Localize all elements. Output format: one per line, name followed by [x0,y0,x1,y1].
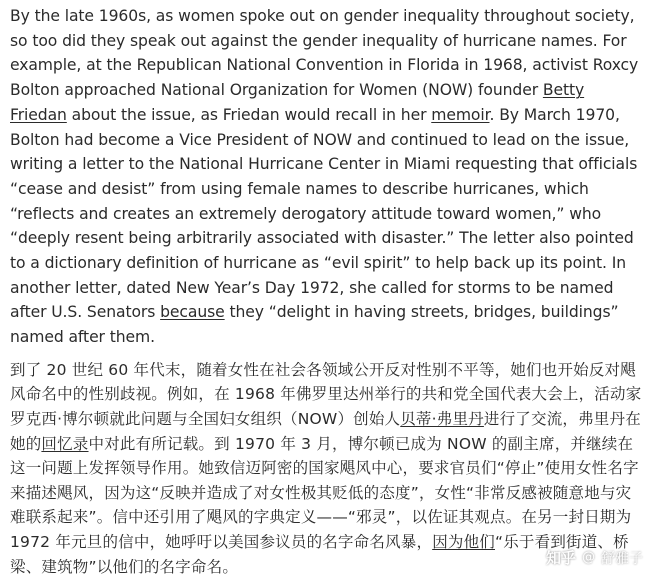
zhihu-watermark [546,547,643,568]
article-body [10,4,644,579]
betty-friedan-link[interactable]: Betty Friedan [10,81,585,124]
watermark-separator: @ [582,550,595,565]
chinese-paragraph [10,358,644,579]
en-text-1: By the late 1960s, as women spoke out on gender inequality throughout society, so too did they speak out against the gender inequality of hurricane names. For example, at the Republican National Convention in Florida in 1968, activist Roxcy Bolton approached National Organization for Women (NOW) founder [10,7,639,100]
en-text-4: they “delight in having streets, bridges, buildings” named after them. [10,303,619,347]
betty-friedan-link-zh[interactable]: 贝蒂·弗里丹 [400,410,484,429]
zh-text-4: “乐于看到街道、桥梁、建筑物”以他们的名字命名。 [10,533,629,576]
because-link[interactable]: because [160,303,225,322]
zh-text-3: 中对此有所记载。到 1970 年 3 月，博尔顿已成为 NOW 的副主席，并继续在这一问题上发挥领导作用。她致信迈阿密的国家飓风中心，要求官员们“停止”使用女性名字来描述飓风，因为这“反映并造成了对女性极其贬低的态度”，女性“非常反感被随意地与灾难联系起来”。信中还引用了飓风的字典定义——“邪灵”，以佐证其观点。在另一封日期为 1972 年元旦的信中，她呼吁以美国参议员的名字命名风暴， [10,434,639,551]
watermark-brand: 知乎 [545,549,576,567]
english-paragraph [10,4,644,350]
en-text-3: . By March 1970, Bolton had become a Vice President of NOW and continued to lead on the issue, writing a letter to the National Hurricane Center in Miami requesting that officials “cease and desist” from using female names to describe hurricanes, which “reflects and creates an extremely derogatory attitude toward women,” who “deeply resent being arbitrarily associated with disaster.” The letter also pointed to a dictionary definition of hurricane as “evil spirit” to help back up its point. In another letter, dated New Year’s Day 1972, she called for storms to be named after U.S. Senators [10,105,638,322]
memoir-link-zh[interactable]: 回忆录 [41,434,89,453]
because-link-zh[interactable]: 因为他们 [432,533,495,551]
en-text-2: about the issue, as Friedan would recall in her [66,105,432,124]
zh-text-1: 到了 20 世纪 60 年代末，随着女性在社会各领域公开反对性别不平等，她们也开始反对飓风命名中的性别歧视。例如，在 1968 年佛罗里达州举行的共和党全国代表大会上，活动家罗克西·博尔顿就此问题与全国妇女组织（NOW）创始人 [10,360,642,429]
watermark-author: 舒雅子 [601,550,643,567]
zh-text-2: 进行了交流，弗里丹在她的 [10,410,641,453]
memoir-link[interactable]: memoir [431,105,490,124]
